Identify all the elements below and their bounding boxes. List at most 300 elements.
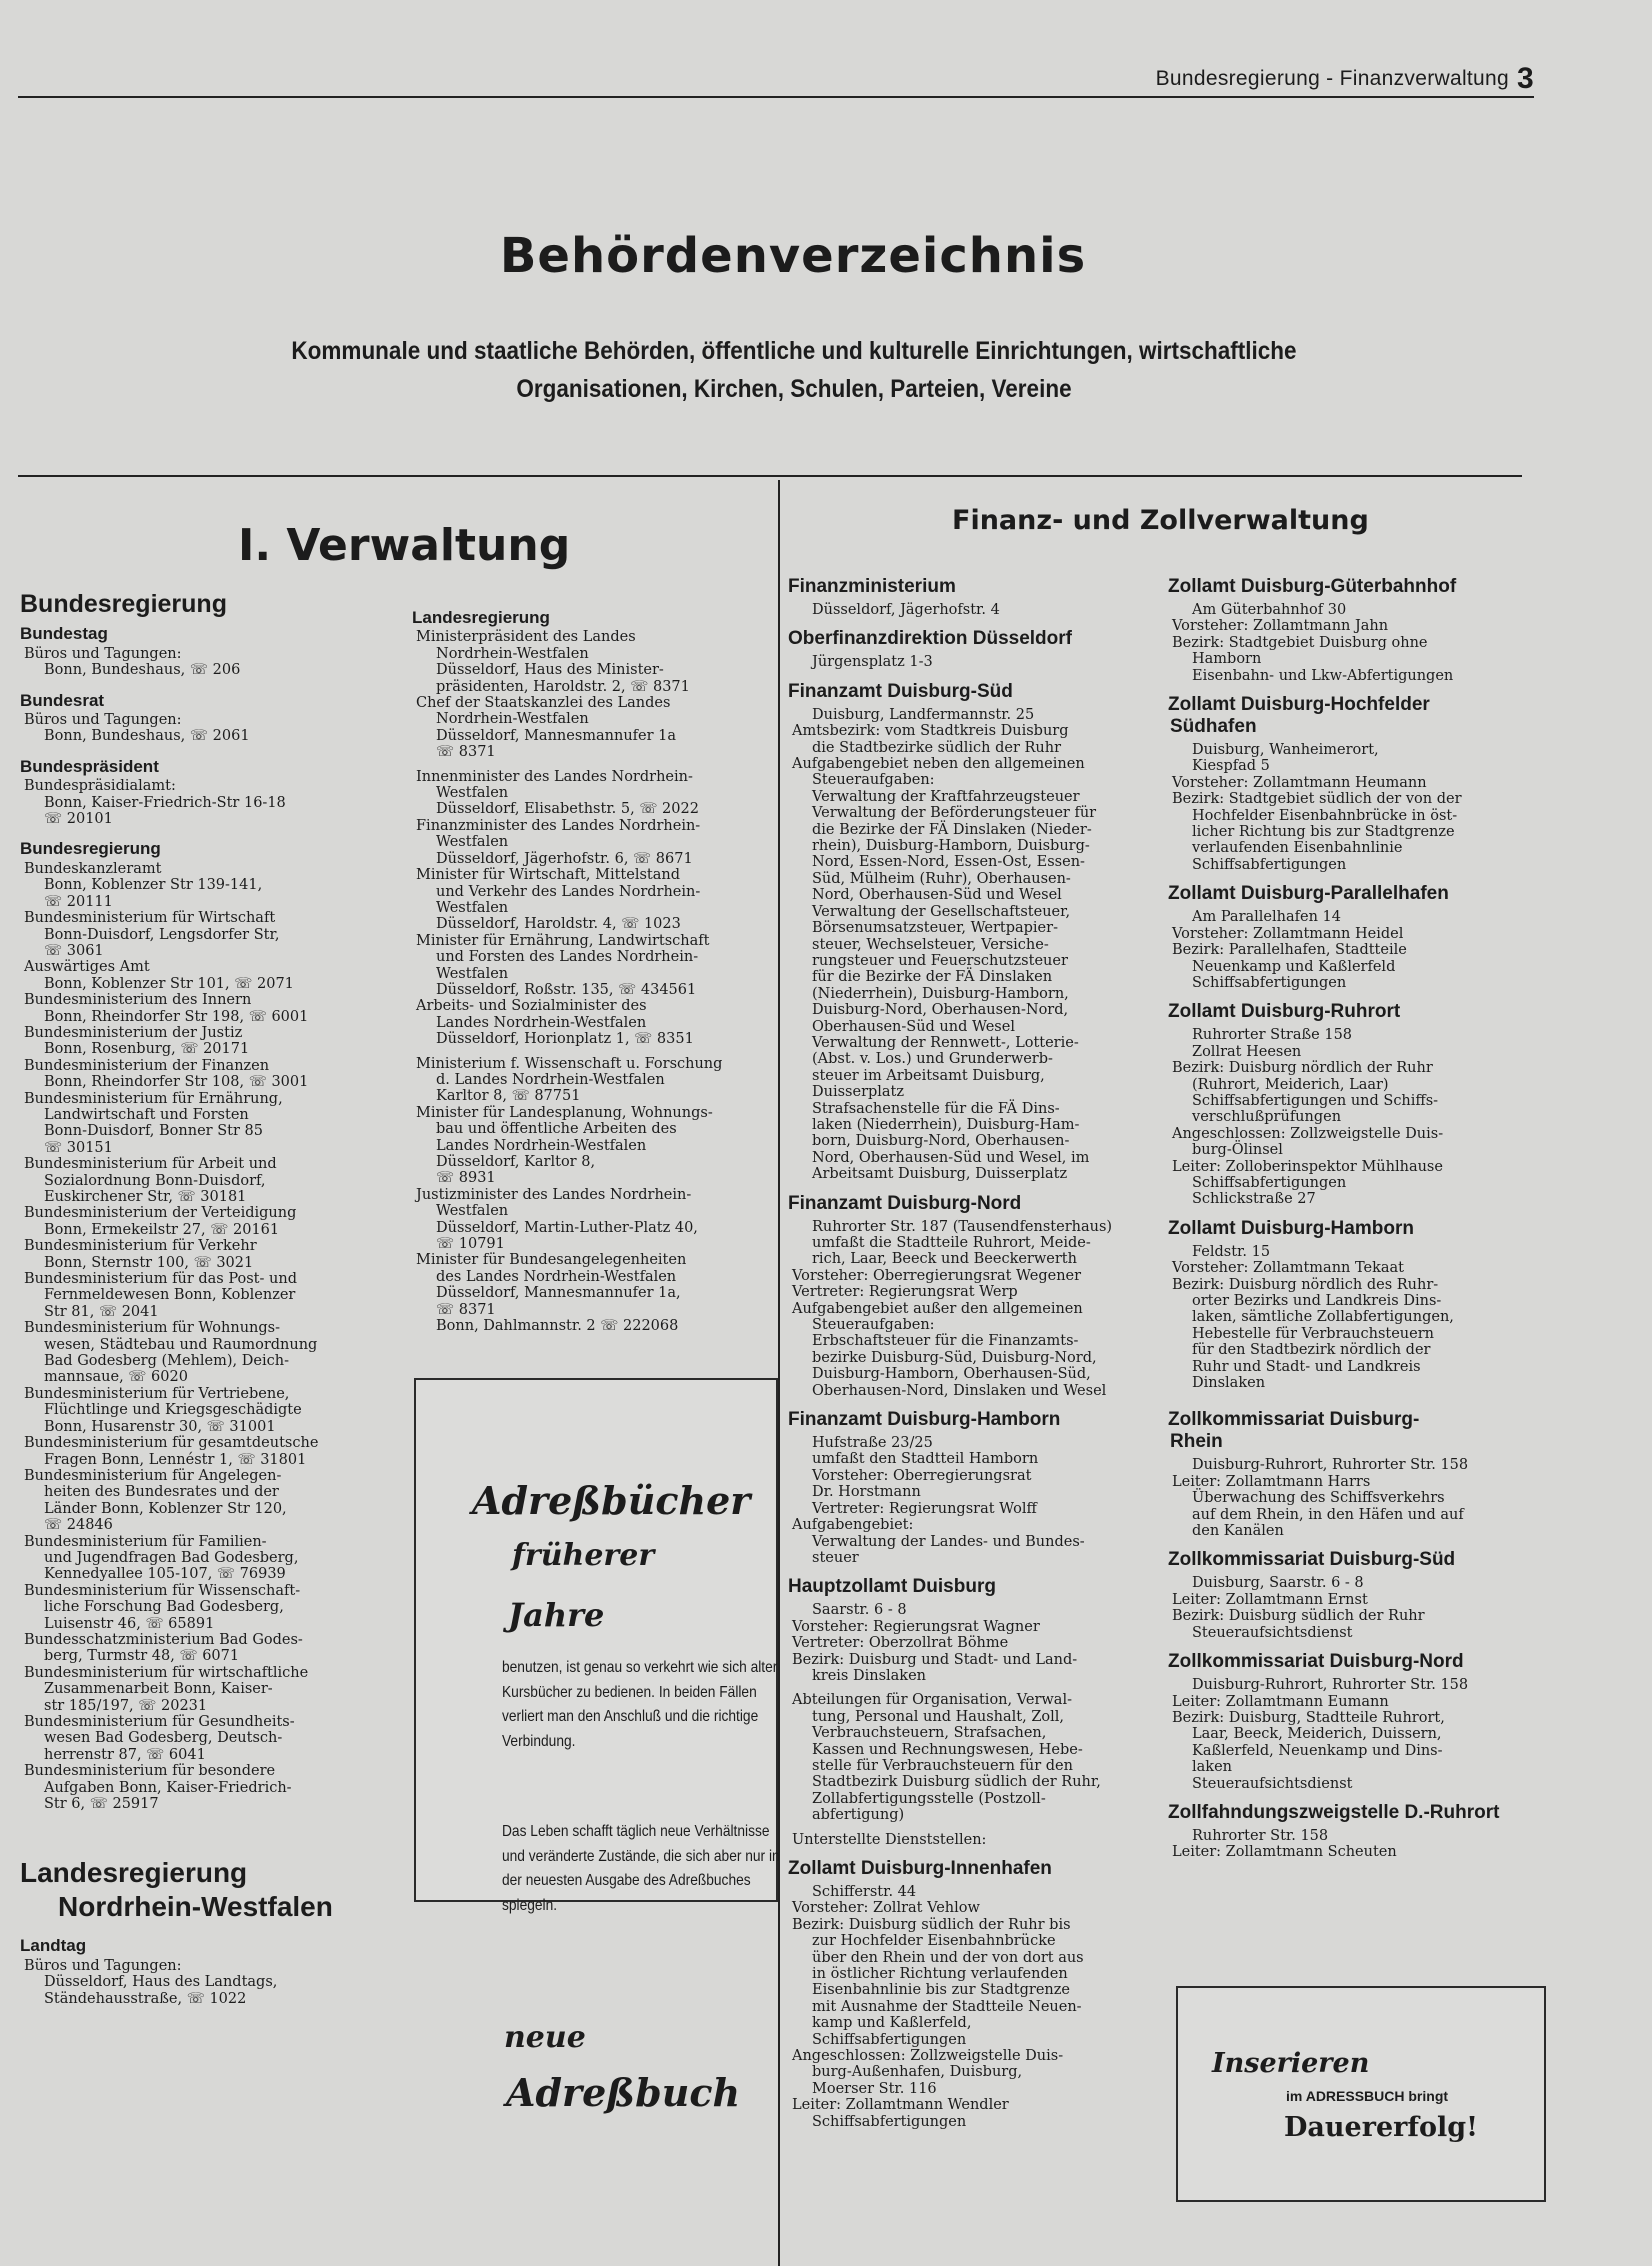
entry-line: Landes Nordrhein-Westfalen	[436, 1014, 647, 1031]
ad-adressbuecher	[414, 1378, 780, 2115]
entry-line: liche Forschung Bad Godesberg,	[44, 1599, 284, 1616]
entry-line: Büros und Tagungen:	[24, 1957, 182, 1974]
entry-line: ☏ 3061	[44, 942, 104, 959]
entry-line: Str 6, ☏ 25917	[44, 1796, 159, 1813]
entry-line: Amtsbezirk: vom Stadtkreis Duisburg	[792, 723, 1069, 740]
directory-heading: Landesregierung	[20, 1857, 248, 1889]
entry-line: Bonn, Bundeshaus, ☏ 206	[44, 662, 241, 679]
entry-line: Bundesministerium für das Post- und	[24, 1271, 297, 1288]
entry-line: Bonn, Dahlmannstr. 2 ☏ 222068	[436, 1318, 679, 1335]
entry-line: Bonn-Duisdorf, Lengsdorfer Str,	[44, 926, 280, 943]
entry-line: laken (Niederrhein), Duisburg-Ham-	[812, 1116, 1080, 1133]
entry-line: Kassen und Rechnungswesen, Hebe-	[812, 1741, 1083, 1758]
entry-line: Laar, Beeck, Meiderich, Duissern,	[1192, 1726, 1442, 1743]
entry-line: d. Landes Nordrhein-Westfalen	[436, 1071, 665, 1088]
entry-line: Angeschlossen: Zollzweigstelle Duis-	[792, 2048, 1064, 2065]
ad-inserieren-line3: Dauererfolg!	[1284, 2112, 1478, 2143]
entry-line: Verbrauchsteuern, Strafsachen,	[812, 1725, 1047, 1742]
entry-line: Auswärtiges Amt	[24, 959, 150, 976]
entry-line: stelle für Verbrauchsteuern für den	[812, 1757, 1073, 1774]
spacer	[1168, 1391, 1538, 1399]
entry-line: Hamborn	[1192, 651, 1262, 668]
entry-line: Bundesministerium der Finanzen	[24, 1057, 270, 1074]
entry-line: ☏ 8371	[436, 1301, 496, 1318]
entry-line: Schiffsabfertigungen	[1192, 856, 1347, 873]
entry-line: Verwaltung der Rennwett-, Lotterie-	[812, 1034, 1079, 1051]
entry-line: Am Parallelhafen 14	[1192, 909, 1341, 926]
entry-line: bezirke Duisburg-Süd, Duisburg-Nord,	[812, 1349, 1097, 1366]
entry-line: Bonn, Rosenburg, ☏ 20171	[44, 1041, 250, 1058]
entry-line: Moerser Str. 116	[812, 2080, 937, 2097]
entry-line: mannsaue, ☏ 6020	[44, 1369, 188, 1386]
entry-heading: Zollkommissariat Duisburg-	[1168, 1409, 1420, 1431]
entry-line: Bundesministerium der Verteidigung	[24, 1205, 297, 1222]
entry-line: Minister für Ernährung, Landwirtschaft	[416, 932, 710, 949]
entry-line: Innenminister des Landes Nordrhein-	[416, 768, 693, 785]
entry-line: Leiter: Zolloberinspektor Mühlhause	[1172, 1158, 1443, 1175]
entry-line: den Kanälen	[1192, 1523, 1284, 1540]
entry-line: Bundesministerium für Familien-	[24, 1533, 267, 1550]
entry-line: auf dem Rhein, in den Häfen und auf	[1192, 1506, 1464, 1523]
entry-line: Schiffsabfertigungen und Schiffs-	[1192, 1092, 1439, 1109]
entry-line: Ruhrorter Str. 158	[1192, 1827, 1329, 1844]
entry-line: Düsseldorf, Karltor 8,	[436, 1154, 596, 1170]
entry-line: Duisburg-Nord, Oberhausen-Nord,	[812, 1002, 1069, 1019]
entry-line: Bezirk: Duisburg nördlich der Ruhr	[1172, 1060, 1433, 1077]
entry-line: kamp und Kaßlerfeld,	[812, 2015, 972, 2032]
entry-line: abfertigung)	[812, 1807, 905, 1824]
entry-line: Bonn, Rheindorfer Str 198, ☏ 6001	[44, 1008, 309, 1025]
entry-line: des Landes Nordrhein-Westfalen	[436, 1268, 677, 1285]
entry-line: Bonn-Duisdorf, Bonner Str 85	[44, 1123, 263, 1140]
entry-line: (Ruhrort, Meiderich, Laar)	[1192, 1076, 1389, 1093]
entry-line: licher Richtung bis zur Stadtgrenze	[1192, 824, 1455, 841]
entry-heading: Finanzamt Duisburg-Hamborn	[788, 1409, 1061, 1431]
entry-line: Bonn, Husarenstr 30, ☏ 31001	[44, 1418, 276, 1435]
entry-line: Feldstr. 15	[1192, 1243, 1271, 1260]
entry-line: berg, Turmstr 48, ☏ 6071	[44, 1648, 240, 1665]
entry-line: Duisburg-Ruhrort, Ruhrorter Str. 158	[1192, 1677, 1469, 1694]
entry-line: Kaßlerfeld, Neuenkamp und Dins-	[1192, 1742, 1443, 1759]
entry-line: rich, Laar, Beeck und Beeckerwerth	[812, 1251, 1077, 1268]
entry-line: Bezirk: Parallelhafen, Stadtteile	[1172, 942, 1407, 959]
entry-line: Vorsteher: Zollamtmann Heidel	[1172, 925, 1404, 942]
entry-line: Vertreter: Oberzollrat Böhme	[792, 1635, 1009, 1652]
entry-line: Unterstellte Dienststellen:	[792, 1831, 987, 1848]
ad-text-1: benutzen, ist genau so verkehrt wie sich alter Kursbücher zu bedienen. In beiden Fällen verliert man den Anschluß und die richtige Verbindung.	[502, 1659, 778, 1750]
entry-line: und Verkehr des Landes Nordrhein-	[436, 883, 701, 900]
entry-line: Düsseldorf, Jägerhofstr. 6, ☏ 8671	[436, 850, 693, 867]
entry-line: mit Ausnahme der Stadtteile Neuen-	[812, 1998, 1082, 2015]
entry-line: Aufgabengebiet außer den allgemeinen	[792, 1300, 1083, 1317]
entry-line: ☏ 20101	[44, 811, 113, 828]
entry-line: Büros und Tagungen:	[24, 645, 182, 662]
ad-inserieren	[1176, 1986, 1546, 2202]
ad-line-adressbuecher: Adreßbücher	[472, 1478, 751, 1523]
entry-line: Bonn, Koblenzer Str 139-141,	[44, 877, 263, 894]
entry-line: Büros und Tagungen:	[24, 712, 182, 729]
entry-line: Westfalen	[436, 834, 509, 851]
entry-line: Vorsteher: Oberregierungsrat Wegener	[792, 1267, 1082, 1284]
entry-line: ☏ 20111	[44, 893, 113, 910]
entry-line: wesen Bad Godesberg, Deutsch-	[44, 1730, 283, 1747]
entry-line: Bundeskanzleramt	[24, 860, 162, 877]
entry-line: Bundesministerium für Verkehr	[24, 1238, 257, 1255]
entry-heading: Zollfahndungszweigstelle D.-Ruhrort	[1168, 1801, 1500, 1823]
entry-line: Süd, Mülheim (Ruhr), Oberhausen-	[812, 870, 1071, 887]
entry-line: Düsseldorf, Elisabethstr. 5, ☏ 2022	[436, 801, 699, 818]
ad-text-2: Das Leben schafft täglich neue Verhältnisse und veränderte Zustände, die sich aber nur in der neuesten Ausgabe des Adreßbuches spiegeln.	[502, 1823, 780, 1914]
entry-line: Zollrat Heesen	[1192, 1043, 1302, 1060]
entry-line: und Forsten des Landes Nordrhein-	[436, 949, 699, 966]
entry-line: Düsseldorf, Haus des Minister-	[436, 662, 664, 679]
entry-line: Sozialordnung Bonn-Duisdorf,	[44, 1172, 266, 1189]
entry-line: Bad Godesberg (Mehlem), Deich-	[44, 1353, 289, 1370]
entry-line: umfaßt den Stadtteil Hamborn	[812, 1451, 1039, 1468]
spacer	[412, 1048, 774, 1056]
entry-line: Oberhausen-Nord, Dinslaken und Wesel	[812, 1382, 1107, 1399]
entry-line: Hufstraße 23/25	[812, 1435, 933, 1452]
entry-line: Verwaltung der Landes- und Bundes-	[812, 1533, 1085, 1550]
entry-line: Vorsteher: Zollamtmann Heumann	[1172, 774, 1427, 791]
entry-line: Ruhr und Stadt- und Landkreis	[1192, 1358, 1421, 1375]
entry-line: Minister für Landesplanung, Wohnungs-	[416, 1104, 713, 1121]
entry-line: präsidenten, Haroldstr. 2, ☏ 8371	[436, 678, 690, 695]
section-rule	[18, 475, 1522, 477]
entry-line: Saarstr. 6 - 8	[812, 1602, 907, 1619]
entry-line: verlaufenden Eisenbahnlinie	[1192, 840, 1403, 857]
entry-line: die Stadtbezirke südlich der Ruhr	[812, 739, 1062, 756]
entry-line: Aufgabengebiet:	[792, 1517, 914, 1534]
entry-line: kreis Dinslaken	[812, 1667, 927, 1684]
entry-line: Düsseldorf, Horionplatz 1, ☏ 8351	[436, 1031, 694, 1048]
entry-line: Ständehausstraße, ☏ 1022	[44, 1990, 247, 2007]
entry-heading: Bundesrat	[20, 690, 105, 710]
entry-line: Hebestelle für Verbrauchsteuern	[1192, 1325, 1434, 1342]
entry-line: ☏ 24846	[44, 1517, 113, 1534]
entry-line: Duisburg-Hamborn, Oberhausen-Süd,	[812, 1366, 1091, 1383]
entry-line: Steueraufgaben:	[812, 772, 935, 789]
entry-line: born, Duisburg-Nord, Oberhausen-	[812, 1133, 1070, 1150]
entry-line: zur Hochfelder Eisenbahnbrücke	[812, 1933, 1056, 1950]
column-bundesregierung	[20, 590, 390, 2007]
entry-line: verschlußprüfungen	[1192, 1109, 1342, 1126]
entry-line: Nordrhein-Westfalen	[436, 645, 589, 662]
entry-line: Minister für Wirtschaft, Mittelstand	[416, 867, 680, 884]
entry-line: ☏ 10791	[436, 1236, 505, 1253]
entry-line: Duisserplatz	[812, 1084, 905, 1101]
entry-line: herrenstr 87, ☏ 6041	[44, 1746, 206, 1763]
entry-line: umfaßt die Stadtteile Ruhrort, Meide-	[812, 1235, 1091, 1251]
entry-line: Ministerpräsident des Landes	[416, 629, 636, 646]
entry-heading: Bundesregierung	[20, 839, 161, 859]
entry-line: Vorsteher: Zollamtmann Tekaat	[1172, 1260, 1405, 1277]
entry-line: Duisburg, Landfermannstr. 25	[812, 706, 1035, 723]
entry-line: Leiter: Zollamtmann Wendler	[792, 2097, 1009, 2114]
directory-heading: Bundesregierung	[20, 590, 227, 618]
spacer	[788, 1824, 1158, 1832]
section-title-verwaltung: I. Verwaltung	[238, 520, 571, 571]
entry-line: wesen, Städtebau und Raumordnung	[44, 1336, 318, 1353]
entry-line: Nord, Essen-Nord, Essen-Ost, Essen-	[812, 854, 1085, 871]
entry-line: Bonn, Kaiser-Friedrich-Str 16-18	[44, 794, 286, 811]
entry-heading: Oberfinanzdirektion Düsseldorf	[788, 628, 1072, 650]
ad-line-neue: neue	[504, 2020, 586, 2055]
entry-heading: Zollkommissariat Duisburg-Nord	[1168, 1651, 1464, 1673]
entry-line: Zollabfertigungsstelle (Postzoll-	[812, 1790, 1046, 1807]
entry-line: Bonn, Sternstr 100, ☏ 3021	[44, 1254, 254, 1271]
entry-line: und Jugendfragen Bad Godesberg,	[44, 1549, 299, 1566]
entry-line: in östlicher Richtung verlaufenden	[812, 1966, 1068, 1983]
ad-inserieren-line1: Inserieren	[1212, 2048, 1370, 2079]
entry-line: Leiter: Zollamtmann Eumann	[1172, 1693, 1389, 1710]
ad-inserieren-line2: im ADRESSBUCH bringt	[1286, 2088, 1449, 2104]
entry-line: Neuenkamp und Kaßlerfeld	[1192, 958, 1396, 975]
entry-line: Duisburg, Wanheimerort,	[1192, 742, 1379, 759]
entry-line: Düsseldorf, Mannesmannufer 1a	[436, 727, 677, 744]
entry-line: rungsteuer und Feuerschutzsteuer	[812, 952, 1068, 969]
column-landesregierung	[412, 596, 774, 1334]
page-subtitle: Kommunale und staatliche Behörden, öffentliche und kulturelle Einrichtungen, wirtschaftliche Organisationen, Kirchen, Schulen, Parteien, Vereine	[291, 337, 1297, 403]
entry-line: Westfalen	[436, 785, 509, 802]
entry-line: Westfalen	[436, 965, 509, 982]
entry-line: Bundesministerium für Angelegen-	[24, 1467, 282, 1484]
section-title-finanz-zoll: Finanz- und Zollverwaltung	[952, 505, 1369, 536]
entry-line: Strafsachenstelle für die FÄ Dins-	[812, 1100, 1060, 1117]
entry-line: über den Rhein und der von dort aus	[812, 1949, 1084, 1966]
entry-line: Bezirk: Stadtgebiet Duisburg ohne	[1172, 634, 1428, 651]
directory-heading-cont: Nordrhein-Westfalen	[58, 1891, 333, 1923]
entry-line: Leiter: Zollamtmann Harrs	[1172, 1473, 1371, 1490]
entry-line: Überwachung des Schiffsverkehrs	[1192, 1490, 1445, 1507]
entry-line: Kiespfad 5	[1192, 758, 1270, 775]
entry-line: Abteilungen für Organisation, Verwal-	[792, 1692, 1072, 1709]
entry-line: Bundesministerium für gesamtdeutsche	[24, 1435, 319, 1452]
entry-line: Bezirk: Duisburg, Stadtteile Ruhrort,	[1172, 1709, 1445, 1726]
column-finanzaemter	[788, 566, 1158, 2130]
page-number: 3	[1517, 62, 1534, 95]
entry-line: Hochfelder Eisenbahnbrücke in öst-	[1192, 807, 1458, 824]
entry-line: steuer, Wechselsteuer, Versiche-	[812, 936, 1049, 953]
running-title: Bundesregierung - Finanzverwaltung	[1155, 67, 1509, 90]
entry-line: steuer im Arbeitsamt Duisburg,	[812, 1067, 1045, 1084]
entry-line: Düsseldorf, Haus des Landtags,	[44, 1974, 278, 1991]
entry-line: Aufgaben Bonn, Kaiser-Friedrich-	[44, 1779, 292, 1796]
entry-line: burg-Außenhafen, Duisburg,	[812, 2064, 1023, 2081]
entry-line: Schiffsabfertigungen	[812, 2113, 967, 2130]
entry-line: Landwirtschaft und Forsten	[44, 1106, 249, 1123]
running-header	[1156, 62, 1534, 96]
entry-line: Arbeitsamt Duisburg, Duisserplatz	[812, 1166, 1068, 1183]
entry-line: für den Stadtbezirk nördlich der	[1192, 1342, 1431, 1359]
entry-line: Bonn, Koblenzer Str 101, ☏ 2071	[44, 975, 294, 992]
entry-heading-cont: Südhafen	[1170, 716, 1257, 738]
entry-line: Steueraufgaben:	[812, 1317, 935, 1334]
entry-line: Flüchtlinge und Kriegsgeschädigte	[44, 1402, 302, 1419]
entry-line: Minister für Bundesangelegenheiten	[416, 1252, 687, 1269]
entry-line: Chef der Staatskanzlei des Landes	[416, 695, 671, 712]
entry-line: Dinslaken	[1192, 1375, 1266, 1392]
entry-line: Vertreter: Regierungsrat Werp	[792, 1284, 1018, 1301]
entry-line: orter Bezirks und Landkreis Dins-	[1192, 1293, 1442, 1309]
entry-line: Bundesministerium für Ernährung,	[24, 1090, 283, 1107]
entry-line: Vorsteher: Zollamtmann Jahn	[1172, 618, 1389, 635]
entry-line: Bundesministerium für wirtschaftliche	[24, 1664, 309, 1681]
entry-heading: Zollamt Duisburg-Hamborn	[1168, 1217, 1414, 1239]
entry-line: Bundesministerium für Gesundheits-	[24, 1714, 295, 1730]
entry-line: Bundesministerium für Wissenschaft-	[24, 1582, 301, 1599]
entry-heading: Finanzministerium	[788, 576, 956, 597]
entry-line: tung, Personal und Haushalt, Zoll,	[812, 1708, 1065, 1725]
entry-line: Bezirk: Duisburg und Stadt- und Land-	[792, 1651, 1078, 1668]
entry-line: Verwaltung der Gesellschaftsteuer,	[812, 903, 1071, 920]
entry-line: die Bezirke der FÄ Dinslaken (Nieder-	[812, 821, 1092, 838]
entry-line: Bezirk: Duisburg nördlich des Ruhr-	[1172, 1276, 1439, 1293]
entry-line: Str 81, ☏ 2041	[44, 1303, 159, 1320]
entry-line: Schiffsabfertigungen	[1192, 1174, 1347, 1191]
top-rule	[18, 96, 1534, 98]
entry-line: Leiter: Zollamtmann Scheuten	[1172, 1844, 1397, 1861]
entry-line: Angeschlossen: Zollzweigstelle Duis-	[1172, 1125, 1444, 1142]
entry-line: Fernmeldewesen Bonn, Koblenzer	[44, 1287, 296, 1304]
entry-line: Bundesministerium für besondere	[24, 1763, 276, 1780]
entry-line: Börsenumsatzsteuer, Wertpapier-	[812, 920, 1058, 937]
page-title: Behördenverzeichnis	[499, 228, 1087, 284]
entry-heading: Zollkommissariat Duisburg-Süd	[1168, 1549, 1456, 1571]
entry-line: Erbschaftsteuer für die Finanzamts-	[812, 1333, 1079, 1350]
entry-line: Bezirk: Duisburg südlich der Ruhr	[1172, 1608, 1425, 1625]
entry-line: Bonn, Bundeshaus, ☏ 2061	[44, 728, 250, 745]
entry-line: bau und öffentliche Arbeiten des	[436, 1121, 677, 1138]
entry-line: Verwaltung der Beförderungsteuer für	[812, 805, 1097, 822]
entry-line: Bezirk: Stadtgebiet südlich der von der	[1172, 791, 1462, 808]
entry-line: Düsseldorf, Mannesmannufer 1a,	[436, 1285, 681, 1302]
entry-line: steuer	[812, 1549, 859, 1566]
entry-heading: Bundespräsident	[20, 756, 159, 776]
entry-line: heiten des Bundesrates und der	[44, 1484, 279, 1501]
entry-line: Düsseldorf, Martin-Luther-Platz 40,	[436, 1219, 698, 1236]
entry-line: Bundespräsidialamt:	[24, 778, 176, 795]
entry-line: Schifferstr. 44	[812, 1884, 917, 1900]
entry-line: burg-Ölinsel	[1192, 1142, 1283, 1159]
entry-line: Leiter: Zollamtmann Ernst	[1172, 1591, 1368, 1608]
entry-line: Aufgabengebiet neben den allgemeinen	[792, 756, 1085, 773]
entry-line: Luisenstr 46, ☏ 65891	[44, 1615, 215, 1632]
entry-line: Verwaltung der Kraftfahrzeugsteuer	[812, 788, 1080, 805]
entry-line: Arbeits- und Sozialminister des	[416, 998, 647, 1015]
entry-line: rhein), Duisburg-Hamborn, Duisburg-	[812, 838, 1090, 855]
entry-line: laken	[1192, 1759, 1232, 1776]
entry-line: Bezirk: Duisburg südlich der Ruhr bis	[792, 1916, 1071, 1933]
entry-line: Schlickstraße 27	[1192, 1191, 1316, 1208]
entry-line: Düsseldorf, Haroldstr. 4, ☏ 1023	[436, 916, 681, 933]
entry-line: Westfalen	[436, 1203, 509, 1220]
entry-line: Eisenbahn- und Lkw-Abfertigungen	[1192, 667, 1454, 684]
entry-line: Jürgensplatz 1-3	[812, 654, 933, 671]
entry-line: Nordrhein-Westfalen	[436, 711, 589, 728]
entry-line: Nord, Oberhausen-Süd und Wesel	[812, 887, 1062, 904]
entry-line: Oberhausen-Süd und Wesel	[812, 1018, 1015, 1035]
entry-heading: Zollamt Duisburg-Innenhafen	[788, 1858, 1052, 1879]
entry-line: (Niederrhein), Duisburg-Hamborn,	[812, 985, 1069, 1002]
entry-line: Steueraufsichtsdienst	[1192, 1624, 1353, 1641]
entry-line: Duisburg, Saarstr. 6 - 8	[1192, 1575, 1364, 1592]
ad-line-jahre: Jahre	[508, 1596, 605, 1634]
entry-heading: Zollamt Duisburg-Hochfelder	[1168, 694, 1430, 716]
entry-line: Vertreter: Regierungsrat Wolff	[812, 1500, 1037, 1517]
entry-line: Schiffsabfertigungen	[1192, 974, 1347, 991]
entry-line: Kennedyallee 105-107, ☏ 76939	[44, 1566, 286, 1583]
entry-line: Bonn, Rheindorfer Str 108, ☏ 3001	[44, 1074, 309, 1091]
entry-line: laken, sämtliche Zollabfertigungen,	[1192, 1309, 1454, 1326]
spacer	[788, 1684, 1158, 1692]
entry-line: Euskirchener Str, ☏ 30181	[44, 1189, 247, 1205]
entry-line: Fragen Bonn, Lennéstr 1, ☏ 31801	[44, 1451, 307, 1468]
entry-heading: Zollamt Duisburg-Güterbahnhof	[1168, 576, 1457, 597]
column-divider	[778, 480, 780, 2266]
entry-line: Bundesministerium der Justiz	[24, 1024, 243, 1041]
entry-line: Bundesministerium für Arbeit und	[24, 1156, 277, 1173]
entry-line: Ministerium f. Wissenschaft u. Forschung	[416, 1055, 723, 1072]
entry-line: Karltor 8, ☏ 87751	[436, 1088, 581, 1105]
entry-line: Stadtbezirk Duisburg südlich der Ruhr,	[812, 1774, 1101, 1791]
entry-line: Bundesministerium für Wirtschaft	[24, 910, 276, 927]
entry-heading: Finanzamt Duisburg-Süd	[788, 680, 1013, 702]
entry-line: Bundesministerium für Vertriebene,	[24, 1385, 290, 1402]
entry-heading: Zollamt Duisburg-Ruhrort	[1168, 1001, 1401, 1023]
entry-heading: Landtag	[20, 1936, 87, 1956]
entry-line: Westfalen	[436, 899, 509, 916]
entry-line: str 185/197, ☏ 20231	[44, 1697, 208, 1714]
entry-heading: Landesregierung	[412, 608, 550, 627]
spacer	[412, 761, 774, 769]
entry-heading: Finanzamt Duisburg-Nord	[788, 1192, 1022, 1214]
entry-line: (Abst. v. Los.) und Grunderwerb-	[812, 1051, 1053, 1068]
entry-line: Bundesschatzministerium Bad Godes-	[24, 1631, 303, 1648]
entry-line: Ruhrorter Straße 158	[1192, 1027, 1353, 1044]
entry-line: Düsseldorf, Roßstr. 135, ☏ 434561	[436, 981, 697, 998]
entry-line: Schiffsabfertigungen	[812, 2031, 967, 2048]
ad-line-adressbuch: Adreßbuch	[506, 2070, 741, 2115]
entry-line: ☏ 8931	[436, 1170, 496, 1187]
entry-line: für die Bezirke der FÄ Dinslaken	[812, 969, 1053, 986]
entry-line: ☏ 8371	[436, 744, 496, 761]
entry-line: Eisenbahnlinie bis zur Stadtgrenze	[812, 1982, 1070, 1999]
column-zollaemter	[1168, 566, 1538, 1861]
entry-line: Bundesministerium des Innern	[24, 992, 252, 1009]
entry-heading-cont: Rhein	[1170, 1431, 1223, 1453]
entry-line: ☏ 30151	[44, 1139, 113, 1156]
entry-heading: Hauptzollamt Duisburg	[788, 1576, 996, 1598]
entry-heading: Zollamt Duisburg-Parallelhafen	[1168, 883, 1449, 905]
entry-line: Landes Nordrhein-Westfalen	[436, 1137, 647, 1154]
entry-line: Länder Bonn, Koblenzer Str 120,	[44, 1500, 287, 1517]
entry-line: Nord, Oberhausen-Süd und Wesel, im	[812, 1149, 1090, 1166]
entry-line: Bonn, Ermekeilstr 27, ☏ 20161	[44, 1221, 280, 1238]
entry-line: Steueraufsichtsdienst	[1192, 1775, 1353, 1792]
entry-line: Am Güterbahnhof 30	[1192, 602, 1347, 618]
entry-line: Justizminister des Landes Nordrhein-	[416, 1186, 692, 1203]
entry-heading: Bundestag	[20, 624, 108, 644]
ad-line-frueherer: früherer	[512, 1538, 655, 1573]
entry-line: Ruhrorter Str. 187 (Tausendfensterhaus)	[812, 1218, 1113, 1235]
entry-line: Finanzminister des Landes Nordrhein-	[416, 817, 701, 834]
entry-line: Bundesministerium für Wohnungs-	[24, 1320, 280, 1337]
entry-line: Zusammenarbeit Bonn, Kaiser-	[44, 1681, 273, 1698]
entry-line: Vorsteher: Oberregierungsrat	[812, 1467, 1032, 1484]
entry-line: Düsseldorf, Jägerhofstr. 4	[812, 602, 1000, 618]
entry-line: Vorsteher: Regierungsrat Wagner	[792, 1618, 1040, 1635]
